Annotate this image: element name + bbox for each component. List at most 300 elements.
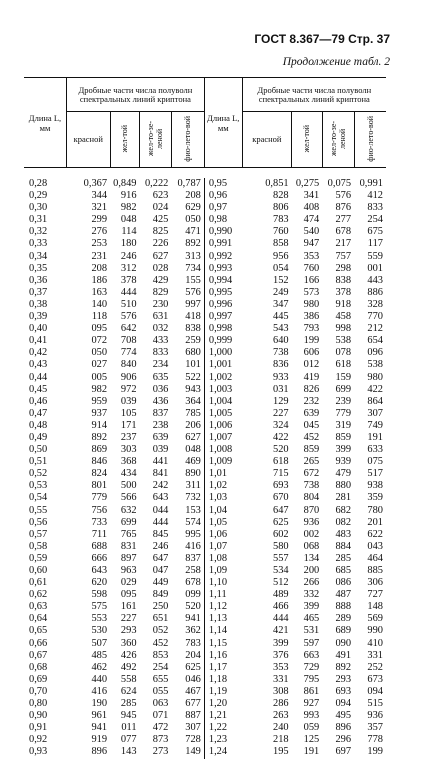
- right-length-cell: 1,11: [204, 589, 242, 601]
- left-yellow-cell: 048: [120, 214, 137, 226]
- left-yellow-cell: 444: [120, 286, 137, 298]
- right-yellow-cell: 200: [303, 565, 320, 576]
- left-red-cell: 941: [91, 722, 108, 734]
- left-red-cell: 733: [91, 516, 108, 528]
- right-length-cell: 0,997: [204, 311, 242, 323]
- left-yellow-green-cell: 627: [152, 250, 169, 262]
- right-yellow-cell: 265: [303, 456, 320, 468]
- right-violet-cell: 357: [367, 722, 383, 734]
- left-violet-cell: 734: [185, 262, 201, 274]
- right-yellow-green-cell: 678: [335, 226, 352, 238]
- left-red-cell: 530: [91, 625, 108, 637]
- right-red-cell: 858: [273, 238, 289, 250]
- left-yellow-green-cell: 246: [152, 540, 169, 552]
- left-violet-cell: 837: [185, 552, 201, 564]
- right-violet-cell: 096: [367, 347, 383, 359]
- right-violet-cell: 885: [367, 565, 383, 576]
- left-yellow-green-cell: 028: [152, 262, 169, 274]
- table-row: [24, 746, 386, 758]
- left-violet-cell: 307: [185, 722, 201, 734]
- left-red-cell: 507: [91, 637, 108, 649]
- left-violet-cell: 625: [185, 661, 201, 673]
- table-row: [24, 601, 386, 613]
- right-violet-cell: 833: [367, 202, 383, 214]
- left-red-cell: 896: [91, 746, 108, 758]
- right-red-cell: 580: [273, 540, 289, 552]
- left-red-cell: 276: [91, 226, 108, 238]
- right-violet-cell: 938: [367, 480, 383, 492]
- left-yellow-cell: 840: [120, 359, 137, 371]
- left-yellow-green-cell: 230: [152, 298, 169, 310]
- right-length-cell: 0,993: [204, 263, 242, 275]
- right-length-cell: 1,21: [204, 710, 242, 722]
- table-row: [24, 226, 386, 238]
- table-row: [24, 674, 386, 686]
- right-yellow-cell: 993: [303, 710, 320, 722]
- right-length-cell: 1,13: [204, 613, 242, 625]
- right-yellow-cell: 738: [303, 480, 320, 492]
- right-red-cell: 347: [273, 298, 289, 310]
- right-yellow-green-cell: 458: [335, 311, 352, 323]
- left-length-cell: 0,35: [29, 262, 48, 274]
- right-yellow-cell: 795: [303, 673, 320, 685]
- right-violet-cell: 328: [367, 298, 383, 310]
- right-red-cell: 324: [273, 419, 289, 431]
- right-yellow-green-cell: 876: [335, 202, 352, 214]
- right-yellow-green-cell: 094: [335, 698, 352, 710]
- left-length-cell: 0,42: [29, 347, 48, 359]
- left-yellow-green-cell: 052: [152, 625, 169, 637]
- left-yellow-green-cell: 433: [152, 335, 169, 347]
- left-length-cell: 0,37: [29, 286, 48, 298]
- left-red-cell: 462: [91, 661, 108, 673]
- left-yellow-cell: 765: [120, 528, 137, 540]
- right-yellow-cell: 045: [303, 419, 320, 431]
- left-length-cell: 0,30: [29, 202, 48, 214]
- right-violet-cell: 331: [367, 649, 383, 661]
- left-violet-cell: 259: [185, 335, 201, 347]
- left-yellow-green-cell: 429: [152, 274, 169, 286]
- left-yellow-cell: 916: [120, 190, 137, 202]
- right-yellow-green-cell: 892: [335, 661, 352, 673]
- left-violet-cell: 050: [185, 214, 201, 226]
- left-red-cell: 027: [91, 359, 108, 371]
- krypton-fraction-table: [24, 77, 386, 759]
- right-red-cell: 054: [273, 262, 289, 274]
- left-yellow-cell: 077: [120, 734, 137, 746]
- left-yellow-cell: 500: [120, 480, 137, 492]
- left-violet-cell: 892: [185, 238, 201, 250]
- right-length-cell: 0,992: [204, 251, 242, 263]
- right-yellow-green-cell: 618: [335, 359, 352, 371]
- right-length-cell: 1,005: [204, 408, 242, 420]
- left-yellow-green-cell: 444: [152, 516, 169, 528]
- right-length-cell: 0,998: [204, 323, 242, 335]
- left-yellow-cell: 171: [120, 419, 137, 431]
- right-length-cell: 0,990: [204, 226, 242, 238]
- right-yellow-green-cell: 491: [335, 649, 352, 661]
- right-red-cell: 625: [273, 516, 289, 528]
- left-length-cell: 0,31: [29, 214, 48, 226]
- right-red-cell: 218: [273, 734, 289, 746]
- left-violet-cell: 099: [185, 589, 201, 601]
- left-red-cell: 095: [91, 323, 108, 335]
- table-row: [24, 396, 386, 408]
- right-yellow-cell: 399: [303, 601, 320, 613]
- right-yellow-green-cell: 685: [335, 565, 352, 576]
- left-red-cell: 846: [91, 456, 108, 468]
- right-yellow-cell: 927: [303, 698, 320, 710]
- right-yellow-cell: 353: [303, 250, 320, 262]
- table-row: [24, 613, 386, 625]
- left-length-cell: 0,40: [29, 323, 48, 335]
- left-yellow-cell: 972: [120, 383, 137, 395]
- left-red-cell: 118: [91, 311, 108, 323]
- left-yellow-cell: 831: [120, 540, 137, 552]
- right-yellow-green-cell: 693: [335, 685, 352, 697]
- table-row: [24, 335, 386, 347]
- right-violet-cell: 727: [367, 589, 383, 601]
- right-length-cell: 1,19: [204, 686, 242, 698]
- right-red-cell: 693: [273, 480, 289, 492]
- right-length-cell: 1,04: [204, 505, 242, 517]
- left-red-cell: 299: [91, 214, 108, 226]
- right-yellow-cell: 191: [303, 746, 320, 758]
- right-violet-cell: 864: [367, 395, 383, 407]
- left-yellow-cell: 492: [120, 661, 137, 673]
- right-yellow-cell: 729: [303, 661, 320, 673]
- right-yellow-cell: 663: [303, 649, 320, 661]
- right-length-cell: 1,03: [204, 492, 242, 504]
- left-violet-cell: 362: [185, 625, 201, 637]
- right-violet-cell: 199: [367, 746, 383, 758]
- right-red-cell: 640: [273, 335, 289, 347]
- left-yellow-green-cell: 0,222: [144, 178, 169, 189]
- right-yellow-cell: 452: [303, 431, 320, 443]
- left-length-cell: 0,91: [29, 722, 48, 734]
- right-yellow-cell: 606: [303, 347, 320, 359]
- left-length-cell: 0,52: [29, 468, 48, 480]
- right-length-cell: 0,96: [204, 190, 242, 202]
- right-yellow-green-cell: 538: [335, 335, 352, 347]
- left-length-cell: 0,55: [29, 504, 48, 516]
- left-violet-cell: 149: [185, 746, 201, 758]
- red-header-right: красной: [242, 112, 292, 168]
- right-red-cell: 760: [273, 226, 289, 238]
- right-length-cell: 1,02: [204, 480, 242, 492]
- right-length-cell: 1,22: [204, 722, 242, 734]
- left-yellow-cell: 774: [120, 347, 137, 359]
- right-violet-cell: 633: [367, 444, 383, 456]
- right-length-cell: 1,24: [204, 746, 242, 758]
- right-yellow-cell: 332: [303, 589, 320, 601]
- left-violet-cell: 732: [185, 492, 201, 504]
- right-violet-cell: 0,991: [359, 178, 383, 189]
- right-red-cell: 249: [273, 286, 289, 298]
- right-yellow-green-cell: 296: [335, 734, 352, 746]
- left-yellow-green-cell: 055: [152, 685, 169, 697]
- left-yellow-green-cell: 242: [152, 480, 169, 492]
- right-violet-cell: 675: [367, 226, 383, 238]
- left-red-cell: 982: [91, 383, 108, 395]
- right-length-cell: 0,994: [204, 275, 242, 287]
- right-yellow-green-cell: 078: [335, 347, 352, 359]
- left-yellow-green-cell: 841: [152, 468, 169, 480]
- right-red-cell: 828: [273, 190, 289, 202]
- left-red-cell: 688: [91, 540, 108, 552]
- right-yellow-green-cell: 888: [335, 601, 352, 613]
- left-length-cell: 0,51: [29, 456, 48, 468]
- right-violet-cell: 622: [367, 528, 383, 540]
- right-violet-cell: 559: [367, 250, 383, 262]
- left-length-cell: 0,80: [29, 698, 48, 710]
- right-yellow-green-cell: 239: [335, 395, 352, 407]
- right-violet-cell: 990: [367, 625, 383, 637]
- right-length-cell: 1,23: [204, 734, 242, 746]
- left-red-cell: 072: [91, 335, 108, 347]
- left-yellow-cell: 095: [120, 589, 137, 601]
- right-length-cell: 1,18: [204, 674, 242, 686]
- left-yellow-green-cell: 234: [152, 359, 169, 371]
- left-yellow-cell: 303: [120, 444, 137, 456]
- left-red-cell: 779: [91, 492, 108, 504]
- left-yellow-green-cell: 837: [152, 407, 169, 419]
- right-length-cell: 1,008: [204, 444, 242, 456]
- right-violet-cell: 359: [367, 492, 383, 504]
- right-yellow-green-cell: 495: [335, 710, 352, 722]
- yellow-green-header-right: жел-то-зе-леной: [329, 120, 348, 157]
- left-violet-cell: 943: [185, 383, 201, 395]
- right-violet-cell: 252: [367, 661, 383, 673]
- right-yellow-green-cell: 880: [335, 480, 352, 492]
- right-red-cell: 557: [273, 552, 289, 564]
- left-red-cell: 598: [91, 589, 108, 601]
- right-yellow-cell: 936: [303, 516, 320, 528]
- left-length-cell: 0,53: [29, 480, 48, 492]
- right-red-cell: 647: [273, 504, 289, 516]
- left-yellow-cell: 624: [120, 685, 137, 697]
- left-length-cell: 0,50: [29, 444, 48, 456]
- right-yellow-cell: 059: [303, 722, 320, 734]
- left-red-cell: 0,367: [83, 178, 108, 189]
- left-red-cell: 959: [91, 395, 108, 407]
- left-violet-cell: 522: [185, 371, 201, 383]
- right-red-cell: 738: [273, 347, 289, 359]
- table-row: [24, 238, 386, 250]
- right-yellow-cell: 002: [303, 528, 320, 540]
- right-yellow-green-cell: 998: [335, 323, 352, 335]
- left-length-cell: 0,62: [29, 589, 48, 601]
- right-yellow-cell: 199: [303, 335, 320, 347]
- table-row: [24, 589, 386, 601]
- left-yellow-cell: 161: [120, 601, 137, 613]
- left-yellow-green-cell: 647: [152, 552, 169, 564]
- left-yellow-cell: 312: [120, 262, 137, 274]
- left-violet-cell: 204: [185, 649, 201, 661]
- right-yellow-green-cell: 378: [335, 286, 352, 298]
- right-length-cell: 1,003: [204, 384, 242, 396]
- left-yellow-green-cell: 254: [152, 661, 169, 673]
- left-violet-cell: 0,787: [177, 178, 201, 189]
- right-yellow-cell: 125: [303, 734, 320, 746]
- right-violet-cell: 306: [367, 577, 383, 589]
- red-header-left: красной: [66, 112, 110, 168]
- left-violet-cell: 469: [185, 456, 201, 468]
- right-length-cell: 0,95: [204, 178, 242, 190]
- left-yellow-green-cell: 436: [152, 395, 169, 407]
- left-length-cell: 0,45: [29, 383, 48, 395]
- table-row: [24, 214, 386, 226]
- table-row: [24, 384, 386, 396]
- right-violet-cell: 778: [367, 734, 383, 746]
- left-length-cell: 0,64: [29, 613, 48, 625]
- left-red-cell: 643: [91, 565, 108, 576]
- left-violet-cell: 627: [185, 431, 201, 443]
- left-yellow-green-cell: 032: [152, 323, 169, 335]
- left-yellow-cell: 708: [120, 335, 137, 347]
- left-yellow-green-cell: 238: [152, 419, 169, 431]
- right-red-cell: 353: [273, 661, 289, 673]
- left-yellow-green-cell: 623: [152, 190, 169, 202]
- left-red-cell: 620: [91, 577, 108, 589]
- left-violet-cell: 416: [185, 540, 201, 552]
- left-violet-cell: 995: [185, 528, 201, 540]
- left-yellow-cell: 039: [120, 395, 137, 407]
- right-yellow-green-cell: 682: [335, 504, 352, 516]
- table-row: [24, 190, 386, 202]
- right-length-cell: 0,999: [204, 335, 242, 347]
- right-yellow-green-cell: 293: [335, 673, 352, 685]
- left-length-cell: 0,48: [29, 419, 48, 431]
- right-yellow-green-cell: 082: [335, 516, 352, 528]
- right-yellow-green-cell: 479: [335, 468, 352, 480]
- left-yellow-green-cell: 047: [152, 565, 169, 576]
- right-yellow-cell: 597: [303, 637, 320, 649]
- left-yellow-green-cell: 250: [152, 601, 169, 613]
- left-red-cell: 186: [91, 274, 108, 286]
- right-violet-cell: 254: [367, 214, 383, 226]
- right-length-cell: 1,08: [204, 553, 242, 565]
- right-yellow-green-cell: 699: [335, 383, 352, 395]
- right-violet-cell: 886: [367, 286, 383, 298]
- left-violet-cell: 471: [185, 226, 201, 238]
- right-yellow-green-cell: 281: [335, 492, 352, 504]
- left-red-cell: 253: [91, 238, 108, 250]
- left-yellow-green-cell: 845: [152, 528, 169, 540]
- right-yellow-cell: 341: [303, 190, 320, 202]
- length-header-right: Длина L, мм: [204, 78, 242, 168]
- table-row: [24, 251, 386, 263]
- right-length-cell: 1,15: [204, 638, 242, 650]
- left-length-cell: 0,32: [29, 226, 48, 238]
- table-row: [24, 577, 386, 589]
- table-row: [24, 734, 386, 746]
- right-yellow-green-cell: 884: [335, 540, 352, 552]
- right-red-cell: 806: [273, 202, 289, 214]
- left-length-cell: 0,70: [29, 685, 48, 697]
- right-violet-cell: 212: [367, 323, 383, 335]
- right-red-cell: 512: [273, 577, 289, 589]
- left-red-cell: 163: [91, 286, 108, 298]
- right-violet-cell: 191: [367, 431, 383, 443]
- left-length-cell: 0,34: [29, 250, 48, 262]
- left-length-cell: 0,54: [29, 492, 48, 504]
- left-yellow-green-cell: 635: [152, 371, 169, 383]
- left-violet-cell: 101: [185, 359, 201, 371]
- right-violet-cell: 515: [367, 698, 383, 710]
- left-length-cell: 0,46: [29, 395, 48, 407]
- right-violet-cell: 412: [367, 190, 383, 202]
- left-yellow-green-cell: 853: [152, 649, 169, 661]
- right-length-cell: 1,004: [204, 396, 242, 408]
- left-yellow-cell: 426: [120, 649, 137, 661]
- right-length-cell: 0,996: [204, 299, 242, 311]
- left-yellow-cell: 945: [120, 710, 137, 722]
- left-yellow-cell: 0,849: [113, 178, 137, 189]
- right-yellow-green-cell: 487: [335, 589, 352, 601]
- left-yellow-green-cell: 452: [152, 637, 169, 649]
- left-length-cell: 0,41: [29, 335, 48, 347]
- left-length-cell: 0,44: [29, 371, 48, 383]
- left-yellow-green-cell: 071: [152, 710, 169, 722]
- left-yellow-green-cell: 849: [152, 589, 169, 601]
- right-yellow-cell: 980: [303, 298, 320, 310]
- right-length-cell: 1,001: [204, 359, 242, 371]
- right-violet-cell: 654: [367, 335, 383, 347]
- left-red-cell: 553: [91, 613, 108, 625]
- left-yellow-green-cell: 873: [152, 734, 169, 746]
- table-row: [24, 650, 386, 662]
- left-yellow-green-cell: 829: [152, 286, 169, 298]
- left-violet-cell: 728: [185, 734, 201, 746]
- left-violet-cell: 155: [185, 274, 201, 286]
- right-yellow-green-cell: 289: [335, 613, 352, 625]
- right-red-cell: 422: [273, 431, 289, 443]
- right-violet-cell: 307: [367, 407, 383, 419]
- left-yellow-green-cell: 449: [152, 577, 169, 589]
- right-length-cell: 1,009: [204, 456, 242, 468]
- right-yellow-green-cell: 896: [335, 722, 352, 734]
- left-red-cell: 961: [91, 710, 108, 722]
- table-row: [24, 686, 386, 698]
- right-red-cell: 602: [273, 528, 289, 540]
- left-yellow-green-cell: 651: [152, 613, 169, 625]
- right-length-cell: 1,10: [204, 577, 242, 589]
- right-red-cell: 445: [273, 311, 289, 323]
- right-yellow-green-cell: 918: [335, 298, 352, 310]
- right-violet-cell: 117: [367, 238, 383, 250]
- right-violet-cell: 770: [367, 311, 383, 323]
- right-yellow-green-cell: 838: [335, 274, 352, 286]
- right-red-cell: 618: [273, 456, 289, 468]
- right-red-cell: 240: [273, 722, 289, 734]
- right-yellow-cell: 540: [303, 226, 320, 238]
- right-length-cell: 1,000: [204, 347, 242, 359]
- left-yellow-green-cell: 631: [152, 311, 169, 323]
- right-violet-cell: 443: [367, 274, 383, 286]
- left-red-cell: 711: [91, 528, 108, 540]
- right-red-cell: 031: [273, 383, 289, 395]
- violet-header-right: фио-лето-вой: [365, 115, 375, 162]
- left-red-cell: 140: [91, 298, 108, 310]
- table-row: [24, 541, 386, 553]
- left-red-cell: 801: [91, 480, 108, 492]
- left-yellow-green-cell: 425: [152, 214, 169, 226]
- right-yellow-green-cell: 576: [335, 190, 352, 202]
- left-violet-cell: 576: [185, 286, 201, 298]
- left-violet-cell: 677: [185, 698, 201, 710]
- right-violet-cell: 538: [367, 359, 383, 371]
